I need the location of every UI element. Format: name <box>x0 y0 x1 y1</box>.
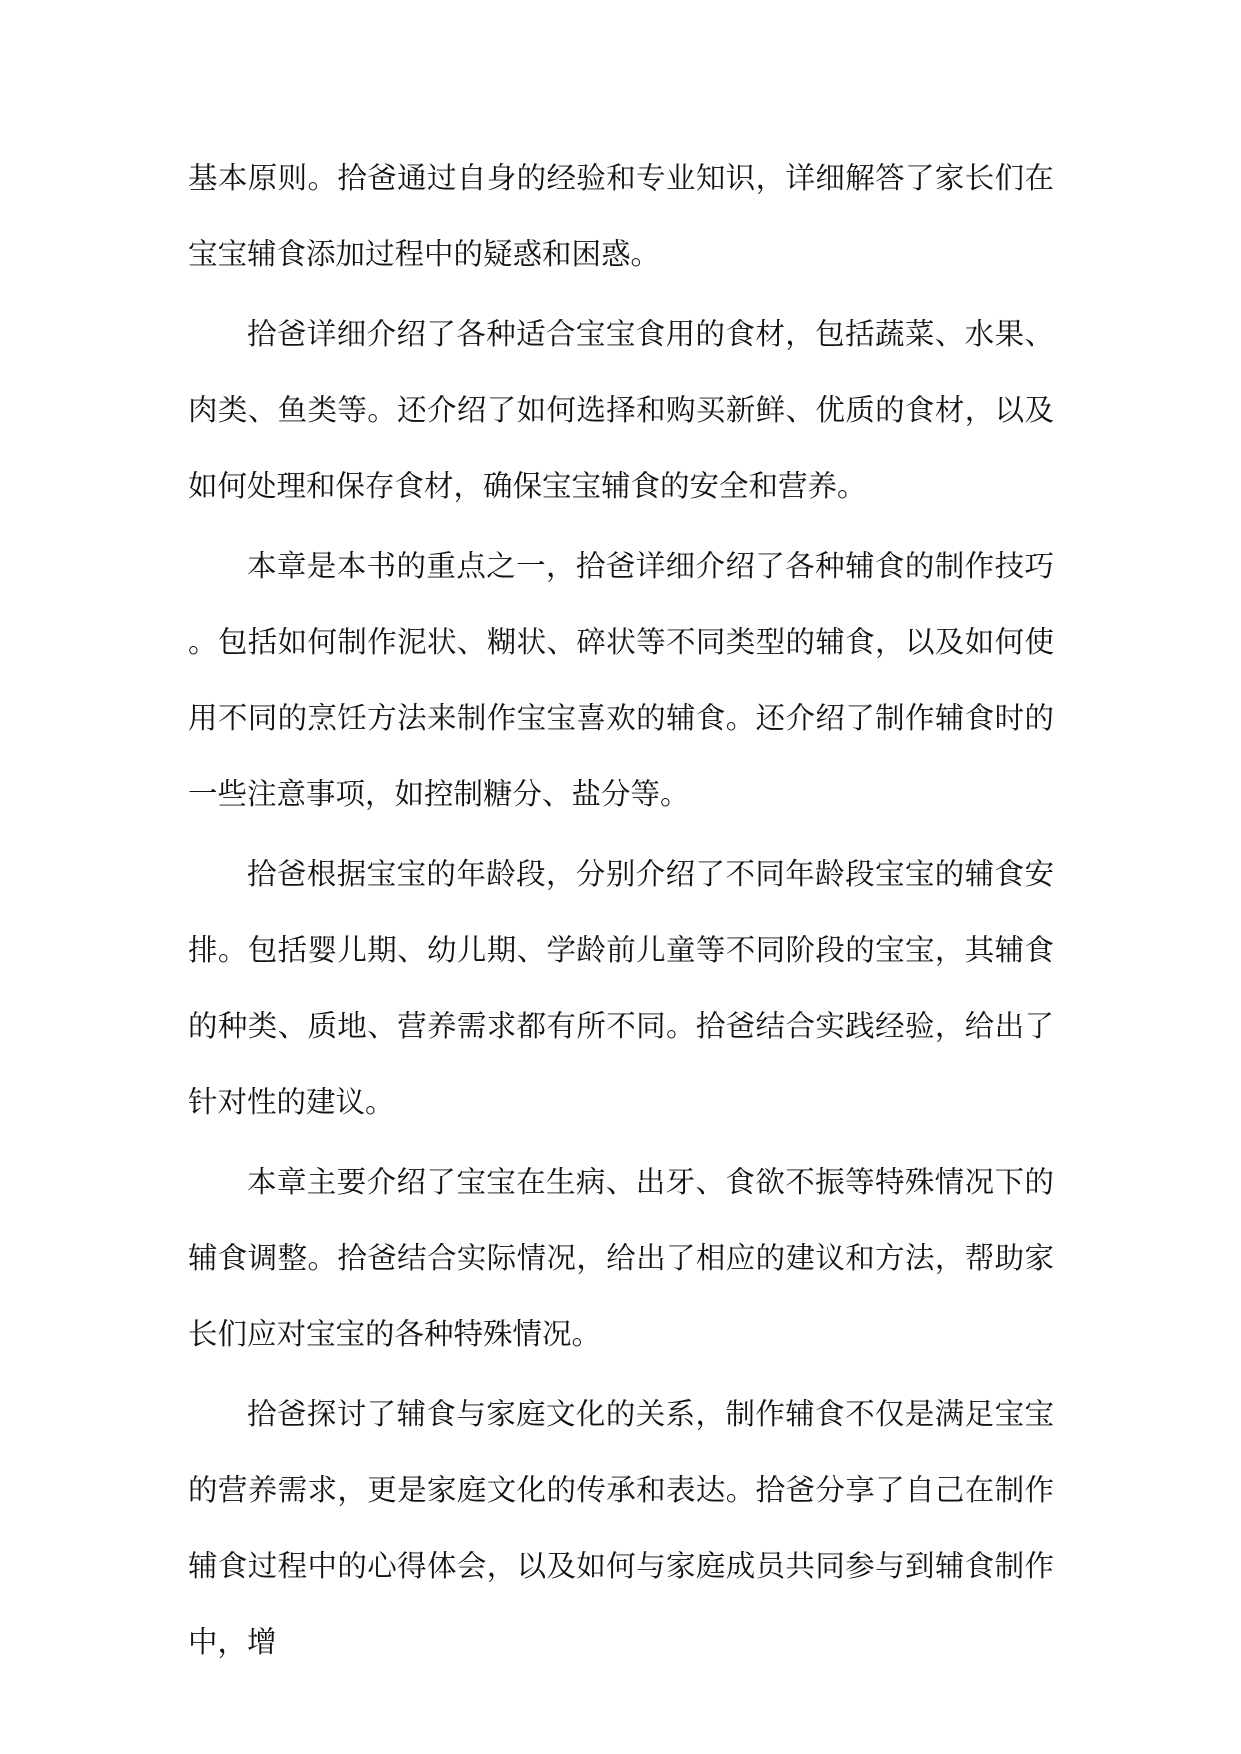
paragraph: 本章是本书的重点之一，拾爸详细介绍了各种辅食的制作技巧。包括如何制作泥状、糊状、碎状等不同类型的辅食，以及如何使用不同的烹饪方法来制作宝宝喜欢的辅食。还介绍了制作辅食时的一些注意事项，如控制糖分、盐分等。 <box>188 549 1054 811</box>
paragraph: 拾爸根据宝宝的年龄段，分别介绍了不同年龄段宝宝的辅食安排。包括婴儿期、幼儿期、学龄前儿童等不同阶段的宝宝，其辅食的种类、质地、营养需求都有所不同。拾爸结合实践经验，给出了针对性的建议。 <box>188 857 1054 1119</box>
paragraph: 本章主要介绍了宝宝在生病、出牙、食欲不振等特殊情况下的辅食调整。拾爸结合实际情况，给出了相应的建议和方法，帮助家长们应对宝宝的各种特殊情况。 <box>188 1165 1054 1351</box>
body-text <box>188 140 1054 1684</box>
paragraph: 基本原则。拾爸通过自身的经验和专业知识，详细解答了家长们在宝宝辅食添加过程中的疑惑和困惑。 <box>188 161 1054 271</box>
paragraph: 拾爸详细介绍了各种适合宝宝食用的食材，包括蔬菜、水果、肉类、鱼类等。还介绍了如何选择和购买新鲜、优质的食材，以及如何处理和保存食材，确保宝宝辅食的安全和营养。 <box>188 317 1054 503</box>
paragraph: 拾爸探讨了辅食与家庭文化的关系，制作辅食不仅是满足宝宝的营养需求，更是家庭文化的传承和表达。拾爸分享了自己在制作辅食过程中的心得体会，以及如何与家庭成员共同参与到辅食制作中，增 <box>188 1397 1054 1659</box>
